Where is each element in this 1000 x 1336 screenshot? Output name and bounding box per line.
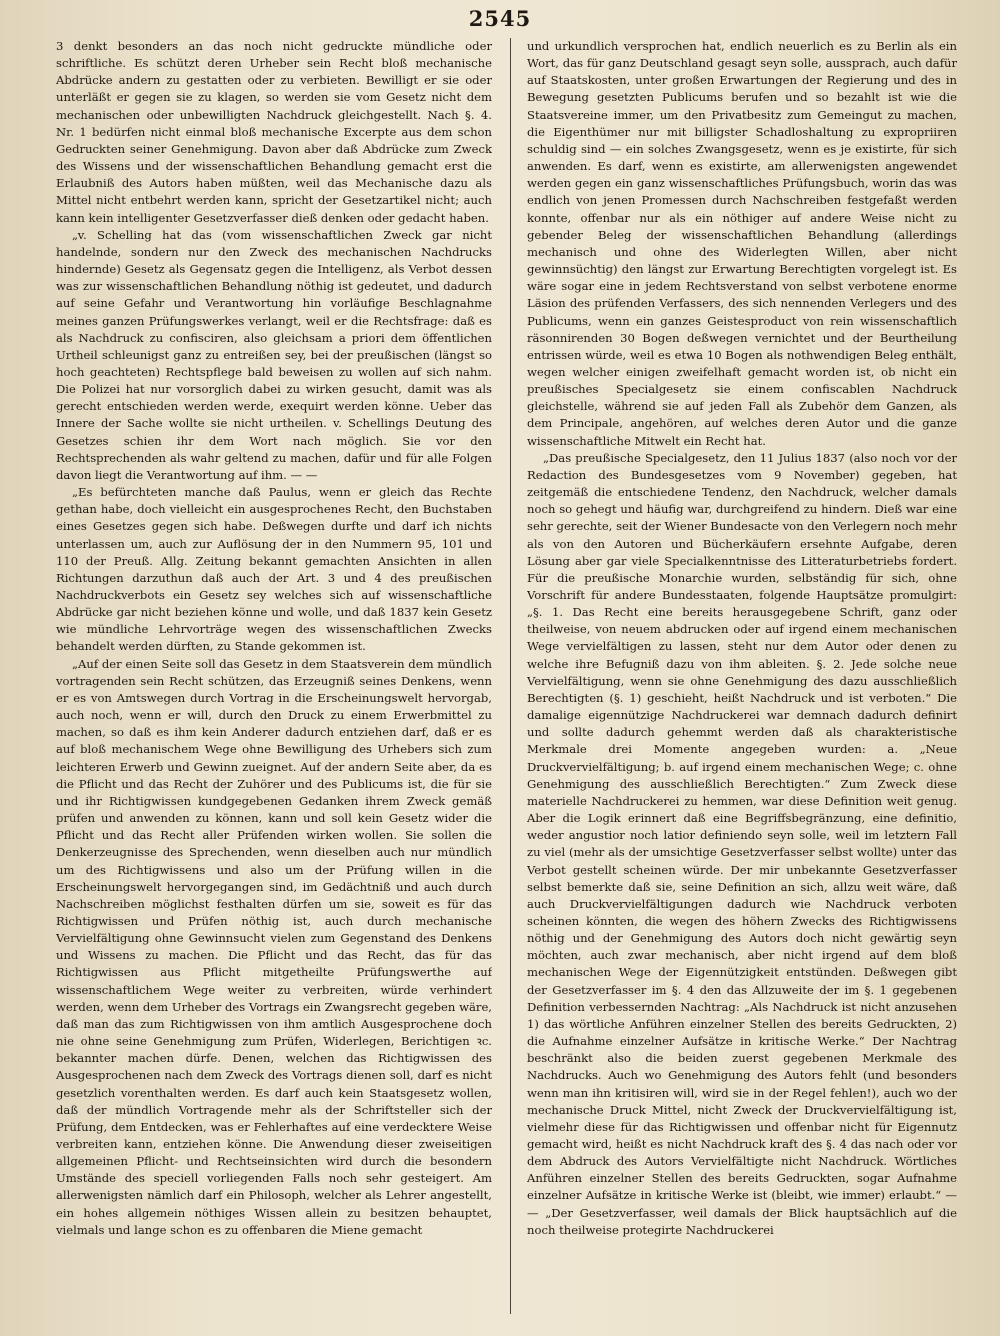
paragraph: „Auf der einen Seite soll das Gesetz in dem Staatsverein dem mündlich vortragenden sein Recht schützen, das Erzeugniß seines Denkens, wenn er es von Amtswegen durch Vortrag in die Erscheinungswelt hervorgab, auch noch, wenn er will, durch den Druck zu einem Erwerbmittel zu machen, so daß es ihm kein Anderer dadurch entziehen darf, daß er es auf bloß mechanischem Wege ohne Bewilligung des Urhebers sich zum leichteren Erwerb und Gewinn zueignet. Auf der andern Seite aber, da es die Pflicht und das Recht der Zuhörer und des Publicums ist, die für sie und ihr Richtigwissen kundgegebenen Gedanken ihrem Zweck gemäß prüfen und anwenden zu können, kann und soll kein Gesetz wider die Pflicht und das Recht aller Prüfenden wirken wollen. Sie sollen die Denkerzeugnisse des Sprechenden, wenn dieselben auch nur mündlich um des Richtigwissens und also um der Prüfung willen in die Erscheinungswelt hervorgegangen sind, im Gedächtniß und auch durch Nachschreiben möglichst festhalten dürfen um sie, soweit es für das Richtigwissen und Prüfen nöthig ist, auch durch mechanische Vervielfältigung ohne Gewinnsucht vielen zum Gegenstand des Denkens und Wissens zu machen. Die Pflicht und das Recht, das für das Richtigwissen aus Pflicht mitgetheilte Prüfungswerthe auf wissenschaftlichem Wege weiter zu verbreiten, würde verhindert werden, wenn dem Urheber des Vortrags ein Zwangsrecht gegeben wäre, daß man das zum Richtigwissen von ihm amtlich Ausgesprochene doch nie ohne seine Genehmigung zum Prüfen, Widerlegen, Berichtigen ꝛc. bekannter machen dürfe. Denen, welchen das Richtigwissen des Ausgesprochenen nach dem Zweck des Vortrags dienen soll, darf es nicht gesetzlich vorenthalten werden. Es darf auch kein Staatsgesetz wollen, daß der mündlich Vortragende mehr als der Schriftsteller sich der Prüfung, dem Entdecken, was er Fehlerhaftes auf eine verdecktere Weise verbreiten kann, entziehen könne. Die Anwendung dieser zweiseitigen allgemeinen Pflicht- und Rechtseinsichten wird durch die besondern Umstände des speciell vorliegenden Falls noch sehr gesteigert. Am allerwenigsten nämlich darf ein Philosoph, welcher als Lehrer angestellt, ein hohes allgemein nöthiges Wissen allein zu besitzen behauptet, vielmals und lange schon es zu offenbaren die Miene gemacht xyxy=(56,656,492,1237)
left-column xyxy=(56,38,492,1318)
column-divider xyxy=(510,38,511,1314)
paragraph: „v. Schelling hat das (vom wissenschaftlichen Zweck gar nicht handelnde, sondern nur den Zweck des mechanischen Nachdrucks hindernde) Gesetz als Gegensatz gegen die Intelligenz, als Verbot dessen was zur wissenschaftlichen Behandlung nöthig ist gedeutet, und dadurch auf seine Gefahr und Verantwortung hin vorläufige Beschlagnahme meines ganzen Prüfungswerkes verlangt, weil er die Rechtsfrage: daß es als Nachdruck zu confisciren, also gleichsam a priori dem öffentlichen Urtheil schleunigst ganz zu entreißen sey, bei der preußischen (längst so hoch geachteten) Rechtspflege bald beweisen zu wollen auf sich nahm. Die Polizei hat nur vorsorglich dabei zu wirken gesucht, damit was als gerecht entschieden werden werde, exequirt werden könne. Ueber das Innere der Sache wollte sie nicht urtheilen. v. Schellings Deutung des Gesetzes schien ihr dem Wort nach möglich. Sie vor den Rechtsprechenden als wahr geltend zu machen, dafür und für alle Folgen davon liegt die Verantwortung auf ihm. — — xyxy=(56,227,492,482)
paragraph: „Es befürchteten manche daß Paulus, wenn er gleich das Rechte gethan habe, doch vielleicht ein ausgesprochenes Recht, den Buchstaben eines Gesetzes gegen sich habe. Deßwegen durfte und darf ich nichts unterlassen um, auch zur Auflösung der in den Nummern 95, 101 und 110 der Preuß. Allg. Zeitung bekannt gemachten Ansichten in allen Richtungen darzuthun daß auch der Art. 3 und 4 des preußischen Nachdruckverbots ein Gesetz sey welches sich auf wissenschaftliche Abdrücke gar nicht beziehen könne und wolle, und daß 1837 kein Gesetz wie mündliche Lehrvorträge wegen des wissenschaftlichen Zwecks behandelt werden dürften, zu Stande gekommen ist. xyxy=(56,485,492,654)
page-number: 2545 xyxy=(468,6,532,31)
right-column xyxy=(527,38,957,1318)
paragraph: 3 denkt besonders an das noch nicht gedruckte mündliche oder schriftliche. Es schützt deren Urheber sein Recht bloß mechanische Abdrücke andern zu gestatten oder zu verbieten. Bewilligt er sie oder unterläßt er gegen sie zu klagen, so werden sie vom Gesetz nicht dem mechanischen oder unbewilligten Nachdruck gleichgestellt. Nach §. 4. Nr. 1 bedürfen nicht einmal bloß mechanische Excerpte aus dem schon Gedruckten seiner Genehmigung. Davon aber daß Abdrücke zum Zweck des Wissens und der wissenschaftlichen Behandlung gemacht erst die Erlaubniß des Autors haben müßten, weil das Mechanische dazu als Mittel nicht entbehrt werden kann, spricht der Gesetzartikel nicht; auch kann kein intelligenter Gesetzverfasser dieß denken oder gedacht haben. xyxy=(56,39,492,225)
paragraph: und urkundlich versprochen hat, endlich neuerlich es zu Berlin als ein Wort, das für ganz Deutschland gesagt seyn solle, aussprach, auch dafür auf Staatskosten, unter großen Erwartungen der Regierung und des in Bewegung gesetzten Publicums berufen und so bezahlt ist wie die Staatsvereine immer, um den Privatbesitz zum Gemeingut zu machen, die Eigenthümer nur mit billigster Schadloshaltung zu expropriiren schuldig sind — ein solches Zwangsgesetz, wenn es je existirte, für sich anwenden. Es darf, wenn es existirte, am allerwenigsten angewendet werden gegen ein ganz wissenschaftliches Prüfungsbuch, worin das was endlich von jenen Promessen durch Nachschreiben festgefaßt werden konnte, offenbar nur als ein nöthiger auf andere Weise nicht zu gebender Beleg der wissenschaftlichen Behandlung (allerdings mechanisch und ohne des Widerlegten Willen, aber nicht gewinnsüchtig) den längst zur Erwartung Berechtigten vorgelegt ist. Es wäre sogar eine in jedem Rechtsverstand von selbst verbotene enorme Läsion des prüfenden Verfassers, des sich nennenden Verlegers und des Publicums, wenn ein ganzes Geistesproduct von rein wissenschaftlich räsonnirenden 30 Bogen deßwegen vernichtet und der Beurtheilung entrissen würde, weil es etwa 10 Bogen als nothwendigen Beleg enthält, wegen welcher einigen zweifelhaft gemacht worden ist, ob nicht ein preußisches Specialgesetz sie einem confiscablen Nachdruck gleichstelle, während sie auf jeden Fall als Zubehör dem Ganzen, als dem Principale, angehören, auf welches deren Autor und die ganze wissenschaftliche Mitwelt ein Recht hat. xyxy=(527,39,957,448)
paragraph: „Das preußische Specialgesetz, den 11 Julius 1837 (also noch vor der Redaction des Bundesgesetzes vom 9 November) gegeben, hat zeitgemäß die entschiedene Tendenz, den Nachdruck, welcher damals noch so gehegt und häufig war, durchgreifend zu hindern. Dieß war eine sehr gerechte, seit der Wiener Bundesacte von den Verlegern noch mehr als von den Autoren und Bücherkäufern ersehnte Aufgabe, deren Lösung aber gar viele Specialkenntnisse des Litteraturbetriebs fordert. Für die preußische Monarchie wurden, selbständig für sich, ohne Vorschrift für andere Bundesstaaten, folgende Hauptsätze promulgirt: „§. 1. Das Recht eine bereits herausgegebene Schrift, ganz oder theilweise, von neuem abdrucken oder auf irgend einem mechanischen Wege vervielfältigen zu lassen, steht nur dem Autor oder denen zu welche ihre Befugniß dazu von ihm ableiten. §. 2. Jede solche neue Vervielfältigung, wenn sie ohne Genehmigung des dazu ausschließlich Berechtigten (§. 1) geschieht, heißt Nachdruck und ist verboten.“ Die damalige eigennützige Nachdruckerei war demnach dadurch definirt und sollte dadurch gehemmt werden daß als charakteristische Merkmale drei Momente angegeben wurden: a. „Neue Druckvervielfältigung; b. auf irgend einem mechanischen Wege; c. ohne Genehmigung des ausschließlich Berechtigten.“ Zum Zweck diese materielle Nachdruckerei zu hemmen, war diese Definition weit genug. Aber die Logik erinnert daß eine Begriffsbegränzung, eine definitio, weder angustior noch latior definiendo seyn solle, weil im letztern Fall zu viel (mehr als der umsichtige Gesetzverfasser selbst wollte) unter das Verbot gestellt scheinen würde. Der mir unbekannte Gesetzverfasser selbst bemerkte daß sie, seine Definition an sich, allzu weit wäre, daß auch Druckvervielfältigungen dadurch wie Nachdruck verboten scheinen könnten, die wegen des höhern Zwecks des Richtigwissens nöthig und der Genehmigung des Autors doch nicht gewärtig seyn möchten, auch zwar mechanisch, aber nicht irgend auf dem bloß mechanischen Wege der Eigennützigkeit entstünden. Deßwegen gibt der Gesetzverfasser im §. 4 den das Allzuweite der im §. 1 gegebenen Definition verbessernden Nachtrag: „Als Nachdruck ist nicht anzusehen 1) das wörtliche Anführen einzelner Stellen des bereits Gedruckten, 2) die Aufnahme einzelner Aufsätze in kritische Werke.“ Der Nachtrag beschränkt also die beiden zuerst gegebenen Merkmale des Nachdrucks. Auch wo Genehmigung des Autors fehlt (und besonders wenn man ihn kritisiren will, wird sie in der Regel fehlen!), auch wo der mechanische Druck Mittel, nicht Zweck der Druckvervielfältigung ist, vielmehr diese für das Richtigwissen und offenbar nicht für Eigennutz gemacht wird, heißt es nicht Nachdruck kraft des §. 4 das nach oder vor dem Abdruck des Autors Vervielfältigte nicht Nachdruck. Wörtliches Anführen einzelner Stellen des bereits Gedruckten, sogar Aufnahme einzelner Aufsätze in kritische Werke ist (bleibt, wie immer) erlaubt.“ — — „Der Gesetzverfasser, weil damals der Blick hauptsächlich auf die noch theilweise protegirte Nachdruckerei xyxy=(527,450,957,1237)
